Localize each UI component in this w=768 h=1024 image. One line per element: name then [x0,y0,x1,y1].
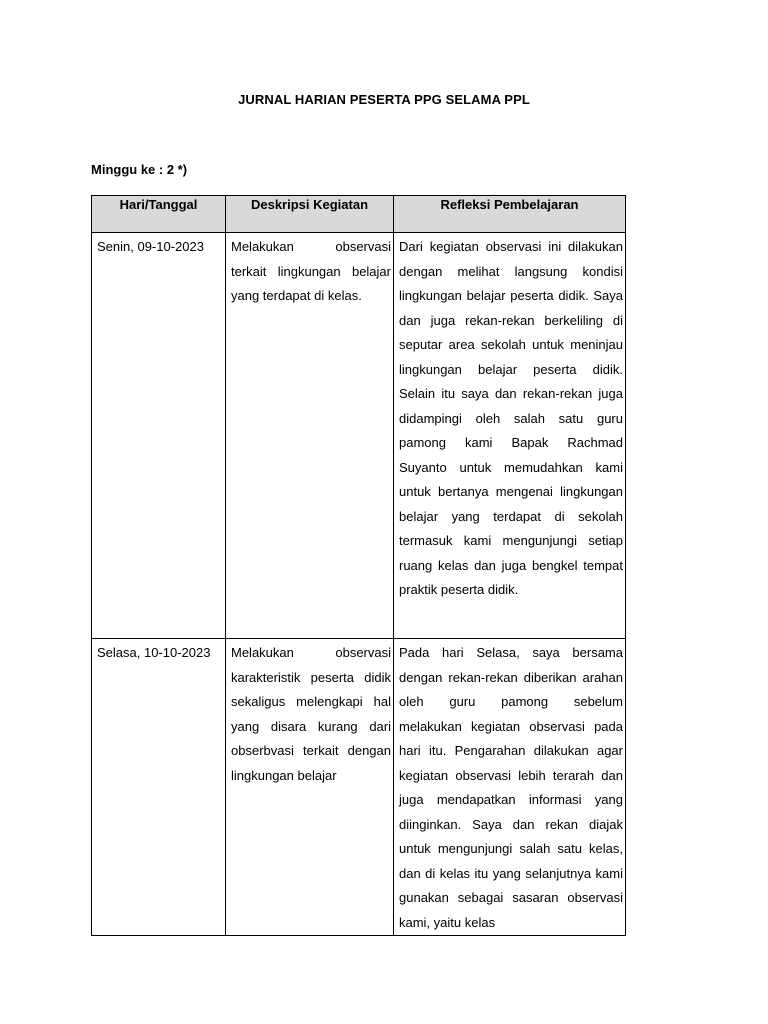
week-label: Minggu ke : 2 *) [91,162,188,177]
row-description: Melakukan observasi terkait lingkungan belajar yang terdapat di kelas. [226,233,394,639]
row-date: Selasa, 10-10-2023 [92,639,226,936]
journal-table [91,195,626,936]
document-title: JURNAL HARIAN PESERTA PPG SELAMA PPL [238,92,530,107]
header-reflection: Refleksi Pembelajaran [394,196,626,233]
row-date: Senin, 09-10-2023 [92,233,226,639]
table-header-row [92,196,626,233]
header-date: Hari/Tanggal [92,196,226,233]
header-description: Deskripsi Kegiatan [226,196,394,233]
table-row [92,233,626,639]
row-reflection: Pada hari Selasa, saya bersama dengan rekan-rekan diberikan arahan oleh guru pamong sebelum melakukan kegiatan observasi pada hari itu. Pengarahan dilakukan agar kegiatan observasi lebih terarah dan juga mendapatkan informasi yang diinginkan. Saya dan rekan diajak untuk mengunjungi salah satu kelas, dan di kelas itu yang selanjutnya kami gunakan sebagai sasaran observasi kami, yaitu kelas [394,639,626,936]
row-description: Melakukan observasi karakteristik peserta didik sekaligus melengkapi hal yang disara kurang dari obserbvasi terkait dengan lingkungan belajar [226,639,394,936]
table-row [92,639,626,936]
row-reflection: Dari kegiatan observasi ini dilakukan dengan melihat langsung kondisi lingkungan belajar peserta didik. Saya dan juga rekan-rekan berkeliling di seputar area sekolah untuk meninjau lingkungan belajar peserta didik. Selain itu saya dan rekan-rekan juga didampingi oleh salah satu guru pamong kami Bapak Rachmad Suyanto untuk memudahkan kami untuk bertanya mengenai lingkungan belajar yang terdapat di sekolah termasuk kami mengunjungi setiap ruang kelas dan juga bengkel tempat praktik peserta didik. [394,233,626,639]
